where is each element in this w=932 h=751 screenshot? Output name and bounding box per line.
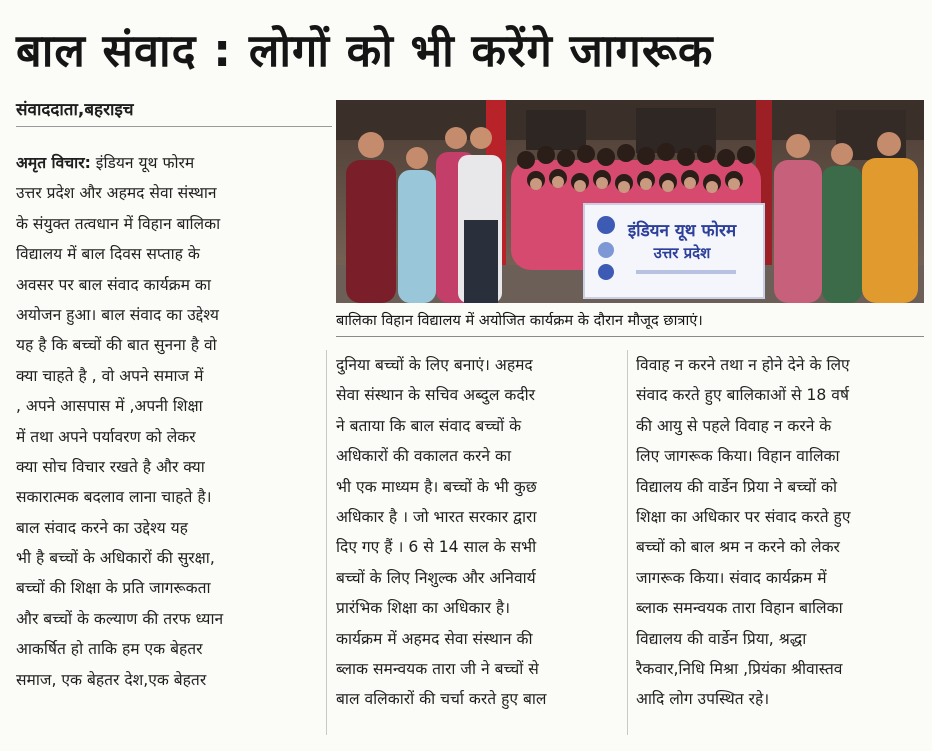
article-line: [636, 593, 926, 623]
article-line-text: दुनिया बच्चों के लिए बनाएं। अहमद: [336, 356, 533, 374]
article-line: [636, 684, 926, 714]
article-line-text: शिक्षा का अधिकार पर संवाद करते हुए: [636, 507, 851, 526]
article-line-text: सेवा संस्थान के सचिव अब्दुल कदीर: [336, 386, 536, 405]
article-line: [636, 441, 926, 471]
banner-title: इंडियन यूथ फोरम: [627, 221, 737, 241]
photo-caption: बालिका विहान विद्यालय में अयोजित कार्यक्रम के दौरान मौजूद छात्राएं।: [336, 312, 703, 329]
article-line: [16, 239, 332, 269]
article-line: [16, 604, 332, 634]
article-line: [336, 472, 621, 502]
article-line-text: भी एक माध्यम है। बच्चों के भी कुछ: [336, 477, 537, 496]
article-line-text: सकारात्मक बदलाव लाना चाहते है।: [16, 488, 212, 507]
article-line-text: अधिकार है । जो भारत सरकार द्वारा: [336, 507, 537, 526]
article-line: [16, 422, 332, 452]
article-line-text: जागरूक किया। संवाद कार्यक्रम में: [636, 568, 827, 587]
article-line: [16, 665, 332, 695]
article-line-text: समाज, एक बेहतर देश,एक बेहतर: [16, 670, 207, 689]
article-column-1: [16, 148, 332, 695]
article-line: [16, 361, 332, 391]
article-line: [636, 532, 926, 562]
article-line-text: विद्यालय की वार्डेन प्रिया ने बच्चों को: [636, 477, 838, 496]
article-line: [336, 532, 621, 562]
article-line-text: यह है कि बच्चों की बात सुनना है वो: [16, 336, 217, 355]
article-line: [336, 563, 621, 593]
article-line: [336, 502, 621, 532]
article-line-text: आदि लोग उपस्थित रहे।: [636, 690, 770, 709]
caption-divider: [336, 336, 924, 337]
article-line-text: रैकवार,निधि मिश्रा ,प्रियंका श्रीवास्तव: [636, 659, 843, 678]
article-line-text: भी है बच्चों के अधिकारों की सुरक्षा,: [16, 549, 215, 568]
article-line-text: ब्लाक समन्वयक तारा जी ने बच्चों से: [336, 659, 539, 678]
article-line: [636, 411, 926, 441]
article-line: [636, 380, 926, 410]
article-line: [16, 634, 332, 664]
event-photo: [336, 100, 924, 303]
article-line: [636, 624, 926, 654]
article-line-text: बाल वलिकारों की चर्चा करते हुए बाल: [336, 690, 547, 709]
article-line: [16, 178, 332, 208]
article-line-text: विद्यालय में बाल दिवस सप्ताह के: [16, 245, 200, 264]
article-line-text: के संयुक्त तत्वधान में विहान बालिका: [16, 214, 221, 233]
article-line-text: में तथा अपने पर्यावरण को लेकर: [16, 427, 196, 446]
article-line-text: , अपने आसपास में ,अपनी शिक्षा: [16, 397, 203, 416]
article-line: [336, 654, 621, 684]
article-line: [16, 573, 332, 603]
article-line: [16, 270, 332, 300]
article-line: [16, 452, 332, 482]
article-line-text: उत्तर प्रदेश और अहमद सेवा संस्थान: [16, 184, 217, 203]
article-line-text: बच्चों के लिए निशुल्क और अनिवार्य: [336, 568, 536, 587]
article-line: [16, 148, 332, 178]
article-line-text: लिए जागरूक किया। विहान वालिका: [636, 447, 840, 466]
lead-label: अमृत विचार:: [16, 154, 91, 172]
headline: बाल संवाद : लोगों को भी करेंगे जागरूक: [16, 24, 714, 77]
article-line-text: ने बताया कि बाल संवाद बच्चों के: [336, 416, 522, 435]
article-line-text: और बच्चों के कल्याण की तरफ ध्यान: [16, 609, 224, 628]
article-line-text: कार्यक्रम में अहमद सेवा संस्थान की: [336, 629, 533, 648]
article-line: [16, 391, 332, 421]
article-line: [16, 300, 332, 330]
article-line: [636, 472, 926, 502]
article-column-2: [336, 350, 621, 715]
article-line: [636, 654, 926, 684]
article-line: [16, 209, 332, 239]
article-line: [636, 350, 926, 380]
article-line-text: विद्यालय की वार्डेन प्रिया, श्रद्धा: [636, 629, 807, 648]
article-line-text: अयोजन हुआ। बाल संवाद का उद्देश्य: [16, 305, 219, 324]
article-line-text: बाल संवाद करने का उद्देश्य यह: [16, 518, 188, 537]
article-line: [336, 624, 621, 654]
article-line-text: बच्चों की शिक्षा के प्रति जागरूकता: [16, 579, 211, 598]
article-line: [336, 350, 621, 380]
column-divider-2: [627, 350, 628, 735]
article-line: [336, 593, 621, 623]
article-line-text: की आयु से पहले विवाह न करने के: [636, 416, 832, 435]
article-line: [336, 411, 621, 441]
article-line-text: दिए गए हैं । 6 से 14 साल के सभी: [336, 538, 537, 557]
article-line-text: अवसर पर बाल संवाद कार्यक्रम का: [16, 275, 211, 294]
article-line: [336, 684, 621, 714]
article-column-3: [636, 350, 926, 715]
article-line: [636, 502, 926, 532]
byline: संवाददाता,बहराइच: [16, 100, 134, 120]
article-line: [636, 563, 926, 593]
article-line-text: अधिकारों की वकालत करने का: [336, 447, 511, 466]
article-line-text: इंडियन यूथ फोरम: [90, 154, 195, 172]
article-line-text: क्या चाहते है , वो अपने समाज में: [16, 366, 204, 385]
article-line: [336, 380, 621, 410]
article-line: [16, 513, 332, 543]
event-photo-illustration: [336, 100, 924, 303]
column-divider-1: [326, 350, 327, 735]
article-line-text: प्रारंभिक शिक्षा का अधिकार है।: [336, 599, 511, 618]
byline-divider: [16, 126, 332, 127]
article-line-text: विवाह न करने तथा न होने देने के लिए: [636, 356, 850, 374]
article-line: [16, 543, 332, 573]
article-line: [336, 441, 621, 471]
article-line: [16, 482, 332, 512]
article-line-text: क्या सोच विचार रखते है और क्या: [16, 457, 205, 476]
article-line-text: बच्चों को बाल श्रम न करने को लेकर: [636, 538, 840, 557]
article-line-text: ब्लाक समन्वयक तारा विहान बालिका: [636, 599, 843, 618]
article-line-text: आकर्षित हो ताकि हम एक बेहतर: [16, 640, 203, 659]
banner-subtitle: उत्तर प्रदेश: [653, 244, 711, 262]
article-line-text: संवाद करते हुए बालिकाओं से 18 वर्ष: [636, 386, 849, 405]
article-line: [16, 330, 332, 360]
